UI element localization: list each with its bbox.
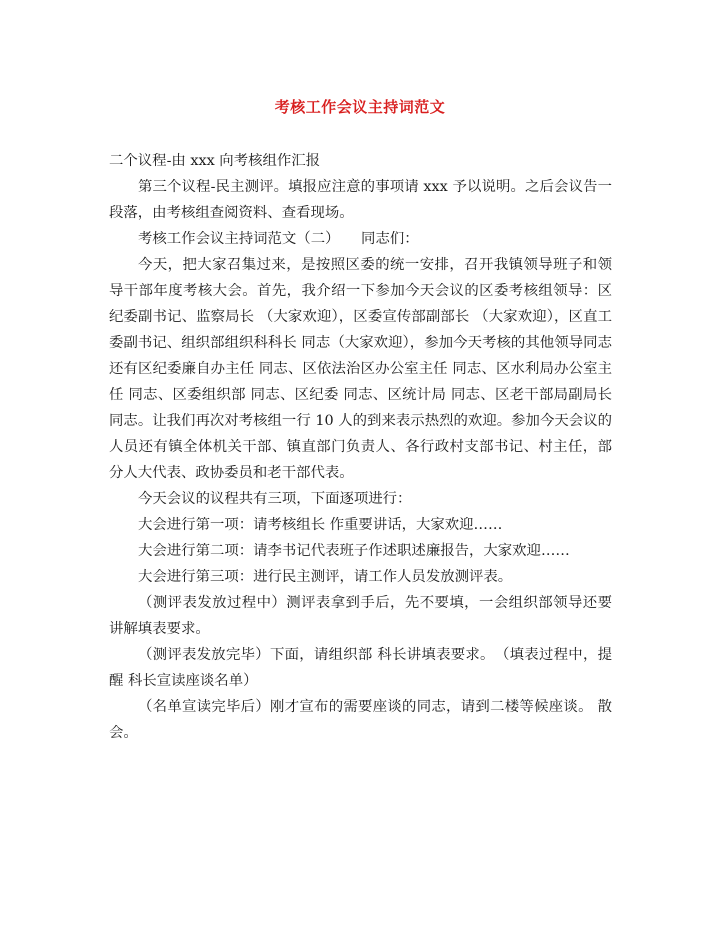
paragraph-evaluation-complete: （测评表发放完毕）下面，请组织部 科长讲填表要求。 （填表过程中，提醒 科长宣读座谈名单） [109, 647, 612, 689]
paragraph-item-two: 大会进行第二项：请李书记代表班子作述职述廉报告，大家欢迎…… [138, 543, 570, 559]
paragraph-agenda-two: 二个议程-由 xxx 向考核组作汇报 [109, 153, 321, 169]
document-title: 考核工作会议主持词范文 [274, 98, 446, 116]
paragraph-closing: （名单宣读完毕后）刚才宣布的需要座谈的同志，请到二楼等候座谈。 散会。 [109, 699, 612, 741]
paragraph-item-one: 大会进行第一项：请考核组长 作重要讲话，大家欢迎…… [138, 517, 503, 533]
paragraph-evaluation-distribution: （测评表发放过程中）测评表拿到手后，先不要填，一会组织部领导还要讲解填表要求。 [109, 595, 612, 637]
paragraph-agenda-intro: 今天会议的议程共有三项，下面逐项进行： [138, 491, 412, 507]
paragraph-item-three: 大会进行第三项：进行民主测评，请工作人员发放测评表。 [138, 569, 513, 585]
document-body [109, 148, 612, 746]
paragraph-section-two-heading: 考核工作会议主持词范文（二） 同志们： [138, 231, 419, 247]
paragraph-opening-remarks: 今天，把大家召集过来，是按照区委的统一安排，召开我镇领导班子和领导干部年度考核大会。首先，我介绍一下参加今天会议的区委考核组领导：区纪委副书记、监察局长 （大家欢迎），区委宣传部副部长 （大家欢迎），区直工委副书记、组织部组织科科长 同志（大家欢迎），参加今天考核的其他领导同志还有区纪委廉自办主任 同志、区依法治区办公室主任 同志、区水利局办公室主任 同志、区委组织部 同志、区纪委 同志、区统计局 同志、区老干部局副局长 同志。让我们再次对考核组一行 10 人的到来表示热烈的欢迎。参加今天会议的人员还有镇全体机关干部、镇直部门负责人、各行政村支部书记、村主任，部分人大代表、政协委员和老干部代表。 [109, 257, 612, 481]
paragraph-agenda-three: 第三个议程-民主测评。填报应注意的事项请 xxx 予以说明。之后会议告一段落，由考核组查阅资料、查看现场。 [109, 179, 612, 221]
